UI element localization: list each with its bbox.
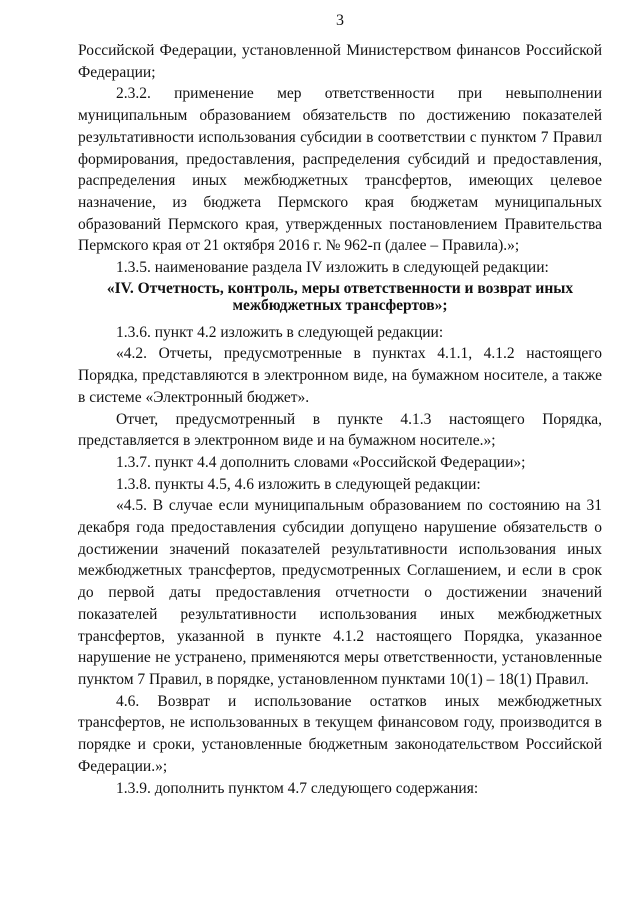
page-number: 3 <box>336 12 344 29</box>
section-heading: «IV. Отчетность, контроль, меры ответственности и возврат иных межбюджетных трансфертов»; <box>106 279 574 314</box>
paragraph: «4.2. Отчеты, предусмотренные в пунктах 4.1.1, 4.1.2 настоящего Порядка, представляются в электронном виде, на бумажном носителе, а также в системе «Электронный бюджет». <box>78 345 602 406</box>
paragraph: Отчет, предусмотренный в пункте 4.1.3 настоящего Порядка, представляется в электронном виде и на бумажном носителе.»; <box>78 410 602 450</box>
paragraph: 4.6. Возврат и использование остатков иных межбюджетных трансфертов, не использованных в текущем финансовом году, производится в порядке и сроки, установленные бюджетным законодательством Российской Федерации.»; <box>78 692 602 775</box>
paragraph: 1.3.5. наименование раздела IV изложить в следующей редакции: <box>116 259 549 277</box>
paragraph: 1.3.8. пункты 4.5, 4.6 изложить в следующей редакции: <box>116 475 481 493</box>
paragraph: 1.3.6. пункт 4.2 изложить в следующей редакции: <box>116 323 444 341</box>
document-body <box>78 40 602 799</box>
paragraph: 1.3.9. дополнить пунктом 4.7 следующего содержания: <box>116 779 479 797</box>
paragraph: 2.3.2. применение мер ответственности при невыполнении муниципальным образованием обязательств по достижению показателей результативности использования субсидии в соответствии с пунктом 7 Правил формирования, предоставления, распределения субсидий и предоставления, распределения иных межбюджетных трансфертов, имеющих целевое назначение, из бюджета Пермского края бюджетам муниципальных образований Пермского края, утвержденных постановлением Правительства Пермского края от 21 октября 2016 г. № 962-п (далее – Правила).»; <box>78 85 602 255</box>
paragraph: «4.5. В случае если муниципальным образованием по состоянию на 31 декабря года предоставления субсидии допущено нарушение обязательств о достижении значений показателей результативности использования иных межбюджетных трансфертов, предусмотренных Соглашением, и если в срок до первой даты предоставления отчетности о достижении значений показателей результативности использования иных межбюджетных трансфертов, указанной в пункте 4.1.2 настоящего Порядка, указанное нарушение не устранено, применяются меры ответственности, установленные пунктом 7 Правил, в порядке, установленном пунктами 10(1) – 18(1) Правил. <box>78 497 602 688</box>
paragraph: 1.3.7. пункт 4.4 дополнить словами «Российской Федерации»; <box>116 453 526 471</box>
paragraph: Российской Федерации, установленной Министерством финансов Российской Федерации; <box>78 42 602 81</box>
document-page <box>78 12 602 799</box>
